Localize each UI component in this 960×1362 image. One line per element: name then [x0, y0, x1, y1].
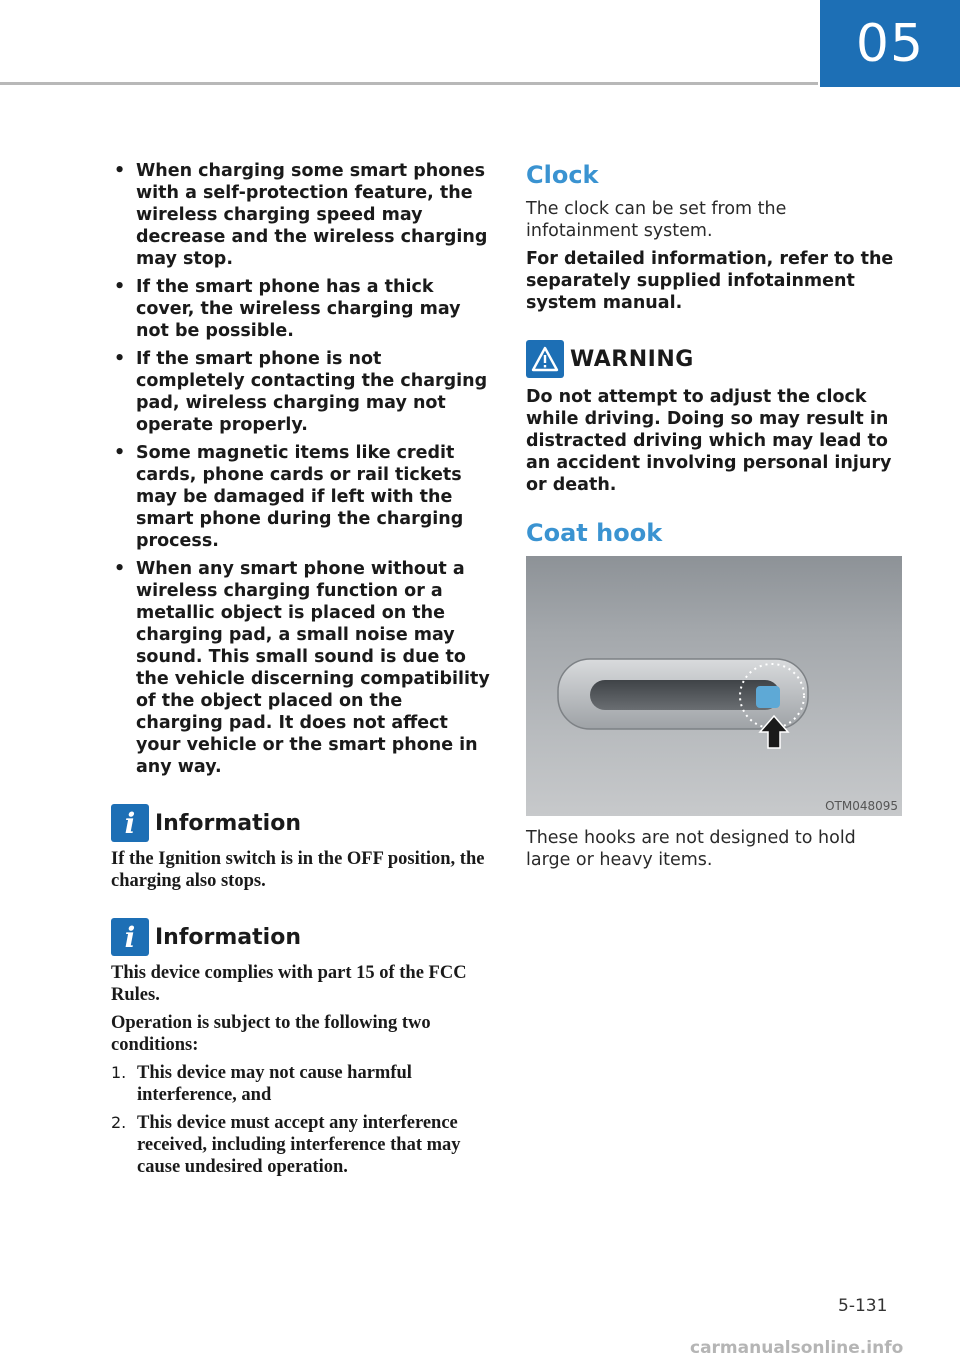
fcc-conditions-intro: Operation is subject to the following two conditions:: [111, 1013, 431, 1055]
item-number: 2.: [111, 1113, 127, 1132]
list-item: [111, 1062, 491, 1106]
info-icon: i: [111, 918, 149, 956]
coat-hook-text: These hooks are not designed to hold large or heavy items.: [526, 828, 856, 870]
page-number: 5-131: [838, 1296, 888, 1316]
clock-text: The clock can be set from the infotainment system.: [526, 199, 787, 241]
list-item: • When any smart phone without a wireless charging function or a metallic object is placed on the charging pad, a small noise may sound. This small sound is due to the vehicle discerning compatibility of the object placed on the charging pad. It does not affect your vehicle or the smart phone in any way.: [111, 558, 491, 778]
watermark: carmanualsonline.info: [690, 1338, 904, 1358]
warning-text: Do not attempt to adjust the clock while driving. Doing so may result in distracted driving which may lead to an accident involving personal injury or death.: [526, 387, 892, 495]
warning-icon: [526, 340, 564, 378]
warning-title: WARNING: [570, 346, 694, 372]
right-column: [526, 160, 902, 877]
clock-heading: Clock: [526, 161, 599, 189]
item-number: 1.: [111, 1063, 127, 1082]
information-title: Information: [155, 924, 301, 950]
chapter-number: 05: [820, 0, 960, 87]
information-heading: [111, 918, 491, 956]
information-text: If the Ignition switch is in the OFF position, the charging also stops.: [111, 849, 485, 891]
list-item: • If the smart phone has a thick cover, the wireless charging may not be possible.: [111, 276, 491, 342]
item-text: This device must accept any interference received, including interference that may cause undesired operation.: [137, 1113, 461, 1177]
info-icon: i: [111, 804, 149, 842]
warning-heading: [526, 340, 902, 378]
coat-hook-photo: [526, 556, 902, 816]
image-code: OTM048095: [825, 799, 898, 813]
list-item: • When charging some smart phones with a self-protection feature, the wireless charging speed may decrease and the wireless charging may stop.: [111, 160, 491, 270]
fcc-conditions-list: [111, 1062, 491, 1178]
list-item: [111, 1112, 491, 1178]
list-item: • If the smart phone is not completely contacting the charging pad, wireless charging may not operate properly.: [111, 348, 491, 436]
fcc-compliance-text: This device complies with part 15 of the FCC Rules.: [111, 963, 467, 1005]
item-text: This device may not cause harmful interference, and: [137, 1063, 412, 1105]
clock-reference-text: For detailed information, refer to the separately supplied infotainment system manual.: [526, 249, 894, 313]
information-heading: [111, 804, 491, 842]
header-rule: [0, 82, 818, 85]
list-item: • Some magnetic items like credit cards, phone cards or rail tickets may be damaged if left with the smart phone during the charging process.: [111, 442, 491, 552]
left-column: [111, 160, 491, 1184]
wireless-charging-notes: [111, 160, 491, 778]
coat-hook-heading: Coat hook: [526, 519, 663, 547]
information-title: Information: [155, 810, 301, 836]
